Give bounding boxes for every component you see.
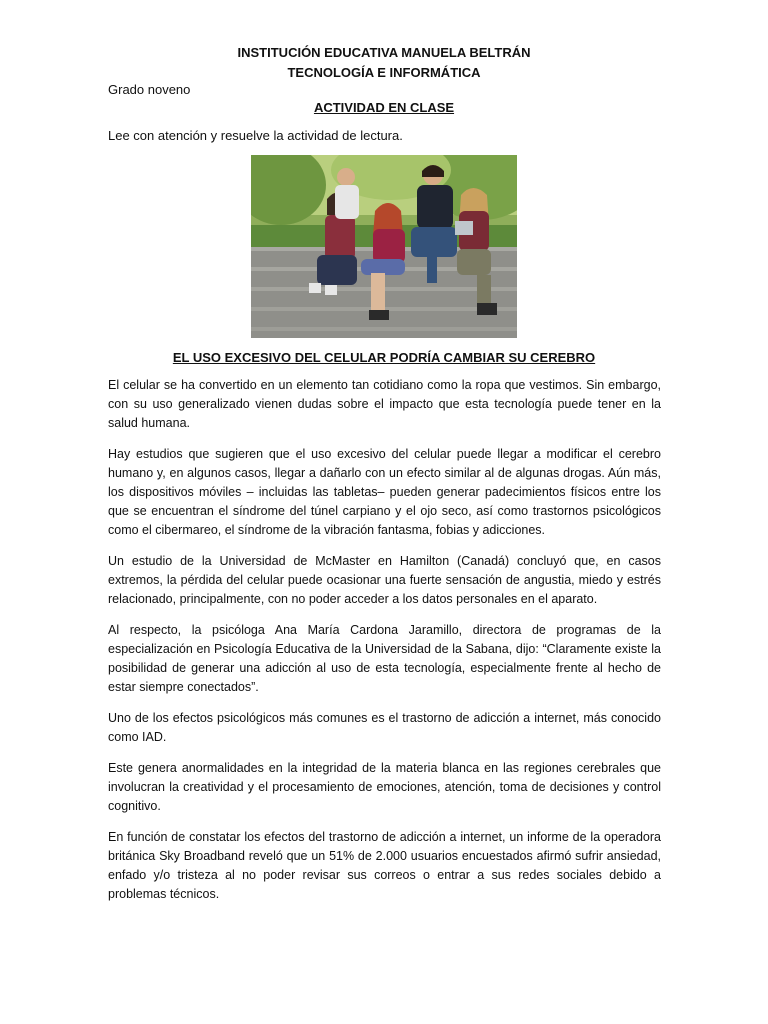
article-paragraph: Uno de los efectos psicológicos más comunes es el trastorno de adicción a internet, más conocido como IAD. — [108, 711, 661, 744]
article-paragraph: Al respecto, la psicóloga Ana María Cardona Jaramillo, directora de programas de la especialización en Psicología Educativa de la Universidad de la Sabana, dijo: “Claramente existe la posibilidad de generar una adicción al uso de esta tecnología, especialmente frente al hecho de estar siempre conectados”. — [108, 623, 661, 694]
article-paragraph: En función de constatar los efectos del trastorno de adicción a internet, un informe de la operadora británica Sky Broadband reveló que un 51% de 2.000 usuarios encuestados afirmó sufrir ansiedad, enfado y/o tristeza al no poder revisar sus correos o entrar a sus redes sociales debido a problemas técnicos. — [108, 830, 661, 901]
article-paragraph: Hay estudios que sugieren que el uso excesivo del celular puede llegar a modificar el cerebro humano y, en algunos casos, llegar a dañarlo con un efecto similar al de algunas drogas. Aún más, los dispositivos móviles – incluidas las tabletas– pueden generar padecimientos físicos entre los que se encuentran el síndrome del túnel carpiano y el ojo seco, así como trastornos psicológicos como el cibermareo, el síndrome de la vibración fantasma, fobias y adicciones. — [108, 447, 661, 537]
article-paragraph: Un estudio de la Universidad de McMaster en Hamilton (Canadá) concluyó que, en casos extremos, la pérdida del celular puede ocasionar una fuerte sensación de angustia, miedo y estrés relacionado, principalmente, con no poder acceder a los datos personales en el aparato. — [108, 554, 661, 606]
article-title: EL USO EXCESIVO DEL CELULAR PODRÍA CAMBIAR SU CEREBRO — [172, 350, 596, 365]
subject-heading: TECNOLOGÍA E INFORMÁTICA — [287, 65, 481, 80]
grade-label: Grado noveno — [108, 82, 191, 97]
activity-title: ACTIVIDAD EN CLASE — [313, 100, 455, 115]
article-paragraph: Este genera anormalidades en la integridad de la materia blanca en las regiones cerebrales que involucran la creatividad y el procesamiento de emociones, atención, toma de decisiones y control cognitivo. — [108, 761, 661, 813]
article-body — [108, 376, 661, 916]
instruction-text: Lee con atención y resuelve la actividad de lectura. — [108, 128, 403, 143]
students-with-phones-photo — [251, 155, 517, 338]
institution-heading: INSTITUCIÓN EDUCATIVA MANUELA BELTRÁN — [237, 45, 531, 60]
article-paragraph: El celular se ha convertido en un elemento tan cotidiano como la ropa que vestimos. Sin embargo, con su uso generalizado vienen dudas sobre el impacto que esta tecnología puede tener en la salud humana. — [108, 378, 661, 430]
